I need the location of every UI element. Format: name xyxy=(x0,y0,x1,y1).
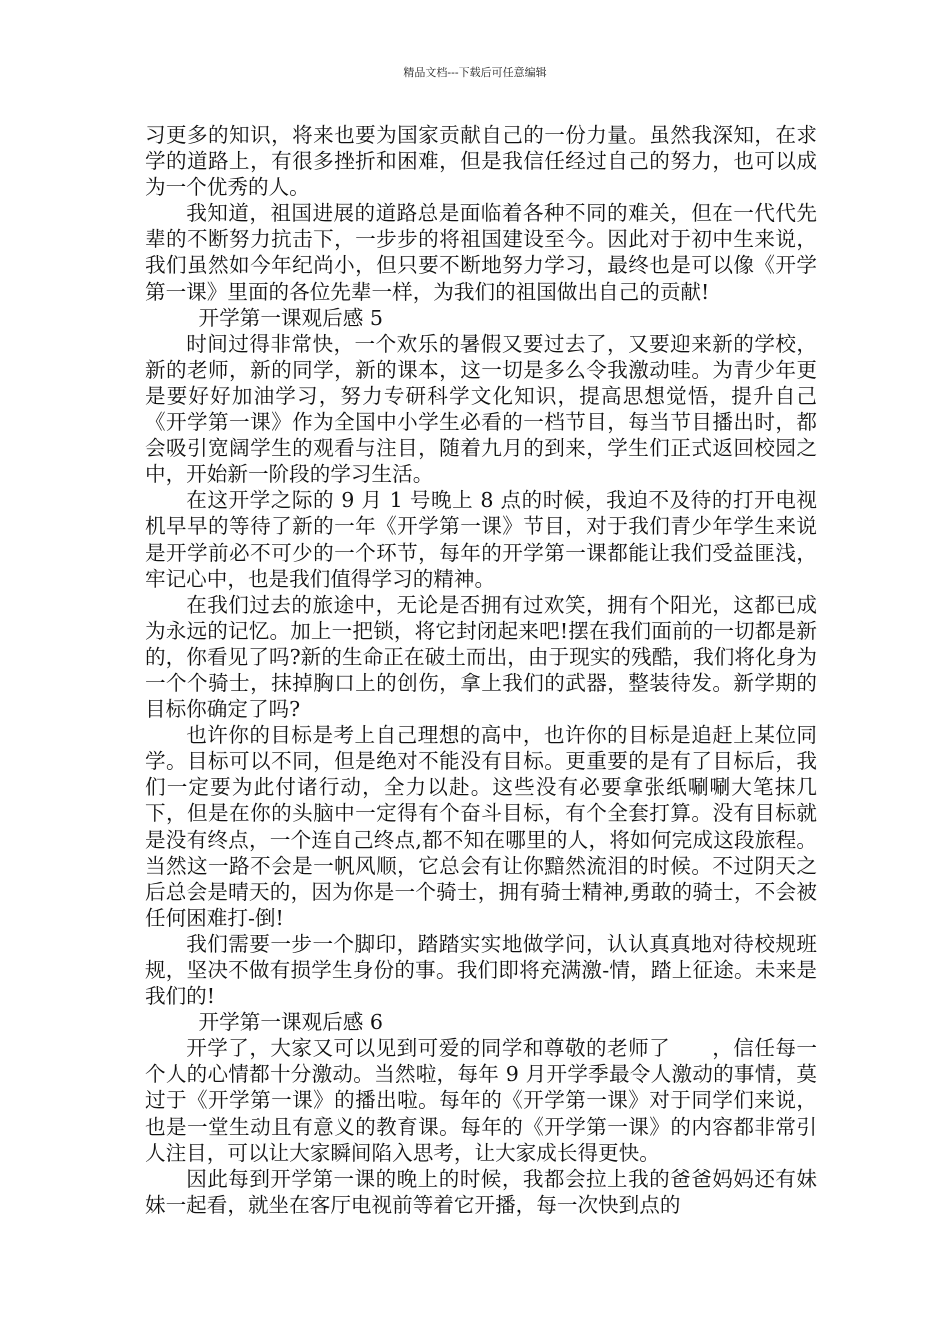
paragraph: 因此每到开学第一课的晚上的时候，我都会拉上我的爸爸妈妈还有妹妹一起看，就坐在客厅电视前等着它开播，每一次快到点的 xyxy=(145,1166,817,1217)
page-header: 精品文档---下载后可任意编辑 xyxy=(403,66,547,79)
section-heading: 开学第一课观后感 5 xyxy=(198,305,383,330)
paragraph: 我们需要一步一个脚印，踏踏实实地做学问，认认真真地对待校规班规，坚决不做有损学生身份的事。我们即将充满激-情，踏上征途。未来是我们的! xyxy=(145,931,817,1009)
paragraph: 时间过得非常快，一个欢乐的暑假又要过去了，又要迎来新的学校，新的老师，新的同学，新的课本，这一切是多么令我激动哇。为青少年更是要好好加油学习，努力专研科学文化知识，提高思想觉悟，提升自己《开学第一课》作为全国中小学生必看的一档节目，每当节目播出时，都会吸引宽阔学生的观看与注目，随着九月的到来，学生们正式返回校园之中，开始新一阶段的学习生活。 xyxy=(145,331,817,487)
paragraph: 习更多的知识，将来也要为国家贡献自己的一份力量。虽然我深知，在求学的道路上，有很多挫折和困难，但是我信任经过自己的努力，也可以成为一个优秀的人。 xyxy=(145,123,817,200)
document-body xyxy=(145,122,817,1218)
paragraph: 也许你的目标是考上自己理想的高中，也许你的目标是追赶上某位同学。目标可以不同，但是绝对不能没有目标。更重要的是有了目标后，我们一定要为此付诸行动，全力以赴。这些没有必要拿张纸唰唰大笔抹几下，但是在你的头脑中一定得有个奋斗目标，有个全套打算。没有目标就是没有终点，一个连自己终点,都不知在哪里的人，将如何完成这段旅程。当然这一路不会是一帆风顺，它总会有让你黯然流泪的时候。不过阴天之后总会是晴天的，因为你是一个骑士，拥有骑士精神,勇敢的骑士，不会被任何困难打-倒! xyxy=(145,723,817,930)
paragraph: 我知道，祖国进展的道路总是面临着各种不同的难关，但在一代代先辈的不断努力抗击下，一步步的将祖国建设至今。因此对于初中生来说，我们虽然如今年纪尚小，但只要不断地努力学习，最终也是可以像《开学第一课》里面的各位先辈一样，为我们的祖国做出自己的贡献! xyxy=(145,201,817,304)
paragraph: 开学了，大家又可以见到可爱的同学和尊敬的老师了 ，信任每一个人的心情都十分激动。当然啦，每年 9 月开学季最令人激动的事情，莫过于《开学第一课》的播出啦。每年的《开学第一课》对于同学们来说，也是一堂生动且有意义的教育课。每年的《开学第一课》的内容都非常引人注目，可以让大家瞬间陷入思考，让大家成长得更快。 xyxy=(145,1036,817,1165)
paragraph: 在我们过去的旅途中，无论是否拥有过欢笑，拥有个阳光，这都已成为永远的记忆。加上一把锁，将它封闭起来吧!摆在我们面前的一切都是新的，你看见了吗?新的生命正在破土而出，由于现实的残酷，我们将化身为一个个骑士，抹掉胸口上的创伤，拿上我们的武器，整装待发。新学期的目标你确定了吗? xyxy=(145,592,817,722)
paragraph: 在这开学之际的 9 月 1 号晚上 8 点的时候，我迫不及待的打开电视机早早的等待了新的一年《开学第一课》节目，对于我们青少年学生来说是开学前必不可少的一个环节，每年的开学第一课都能让我们受益匪浅，牢记心中，也是我们值得学习的精神。 xyxy=(145,488,817,591)
section-heading: 开学第一课观后感 6 xyxy=(198,1010,383,1035)
